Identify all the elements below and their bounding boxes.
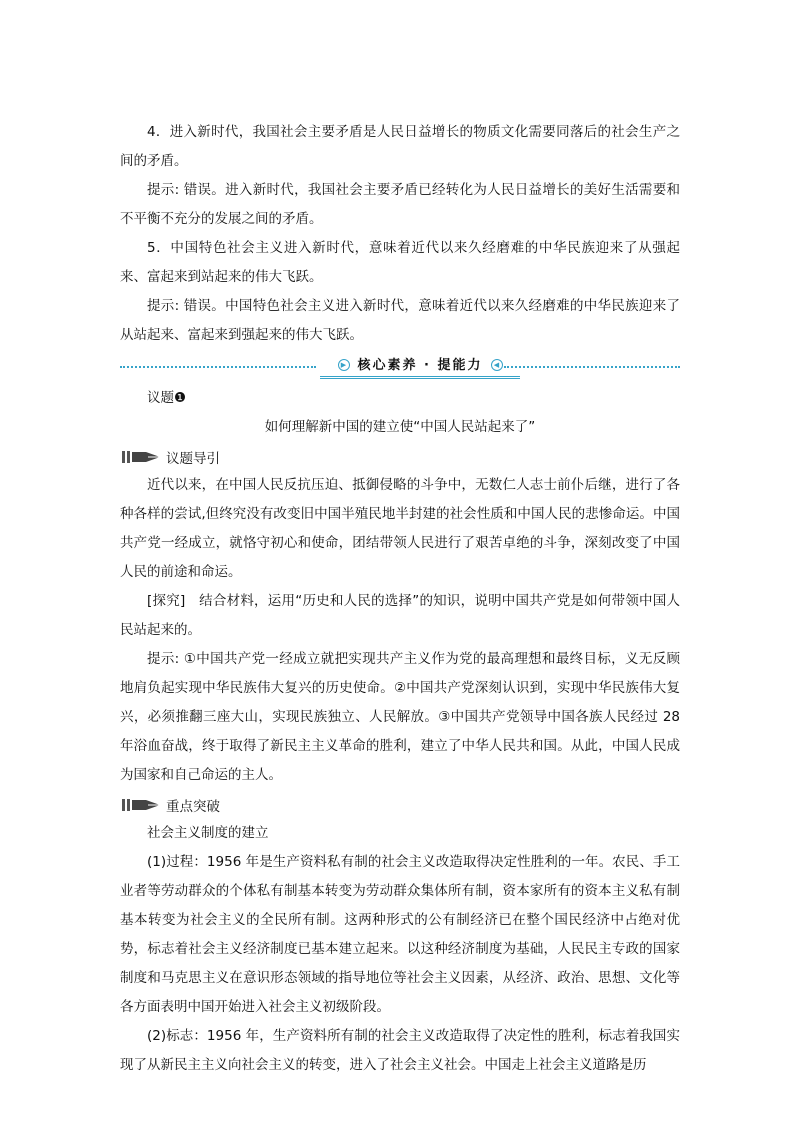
- hint-4: 提示: 错误。进入新时代，我国社会主要矛盾已经转化为人民日益增长的美好生活需要和不平衡不充分的发展之间的矛盾。: [120, 182, 680, 227]
- guide-heading-row: [120, 442, 680, 471]
- play-right-icon: ▶: [338, 359, 350, 371]
- explore-question: [探究] 结合材料，运用“历史和人民的选择”的知识，说明中国共产党是如何带领中国人民站起来的。: [120, 593, 680, 638]
- topic-label: 议题❶: [147, 390, 187, 406]
- banner-dotted-line-left: [120, 366, 316, 368]
- guide-text: 近代以来，在中国人民反抗压迫、抵御侵略的斗争中，无数仁人志士前仆后继，进行了各种各样的尝试,但终究没有改变旧中国半殖民地半封建的社会性质和中国人民的悲惨命运。中国共产党一经成立，就恪守初心和使命，团结带领人民进行了艰苦卓绝的斗争，深刻改变了中国人民的前途和命运。: [120, 477, 680, 580]
- play-left-icon: ◀: [491, 359, 503, 371]
- key-subtitle: 社会主义制度的建立: [147, 825, 269, 841]
- key-paragraph-1: (1)过程：1956 年是生产资料私有制的社会主义改造取得决定性胜利的一年。农民、手工业者等劳动群众的个体私有制基本转变为劳动群众集体所有制，资本家所有的资本主义私有制基本转变为社会主义的全民所有制。这两种形式的公有制经济已在整个国民经济中占绝对优势，标志着社会主义经济制度已基本建立起来。以这种经济制度为基础，人民民主专政的国家制度和马克思主义在意识形态领域的指导地位等社会主义因素，从经济、政治、思想、文化等各方面表明中国开始进入社会主义初级阶段。: [120, 854, 680, 1015]
- statement-4: 4．进入新时代，我国社会主要矛盾是人民日益增长的物质文化需要同落后的社会生产之间的矛盾。: [120, 124, 680, 169]
- banner-tab: [320, 354, 520, 379]
- document-content: [120, 118, 680, 1080]
- topic-title: 如何理解新中国的建立使“中国人民站起来了”: [264, 419, 536, 435]
- pen-icon: [120, 449, 164, 465]
- hint-5: 提示: 错误。中国特色社会主义进入新时代，意味着近代以来久经磨难的中华民族迎来了从站起来、富起来到强起来的伟大飞跃。: [120, 298, 680, 343]
- banner-dotted-line-right: [504, 366, 680, 368]
- banner-title: 核心素养 · 提能力: [357, 358, 483, 373]
- guide-heading: 议题导引: [166, 450, 220, 467]
- explore-hint: 提示: ①中国共产党一经成立就把实现共产主义作为党的最高理想和最终目标，义无反顾地肩负起实现中华民族伟大复兴的历史使命。②中国共产党深刻认识到，实现中华民族伟大复兴，必须推翻三座大山，实现民族独立、人民解放。③中国共产党领导中国各族人民经过 28 年浴血奋战，终于取得了新民主主义革命的胜利，建立了中华人民共和国。从此，中国人民成为国家和自己命运的主人。: [120, 651, 680, 783]
- key-heading-row: [120, 790, 680, 819]
- key-paragraph-2: (2)标志：1956 年，生产资料所有制的社会主义改造取得了决定性的胜利，标志着我国实现了从新民主主义向社会主义的转变，进入了社会主义社会。中国走上社会主义道路是历: [120, 1028, 680, 1073]
- section-banner: [120, 352, 680, 382]
- key-heading: 重点突破: [166, 798, 220, 815]
- pen-icon: [120, 797, 164, 813]
- statement-5: 5．中国特色社会主义进入新时代，意味着近代以来久经磨难的中华民族迎来了从强起来、富起来到站起来的伟大飞跃。: [120, 240, 680, 285]
